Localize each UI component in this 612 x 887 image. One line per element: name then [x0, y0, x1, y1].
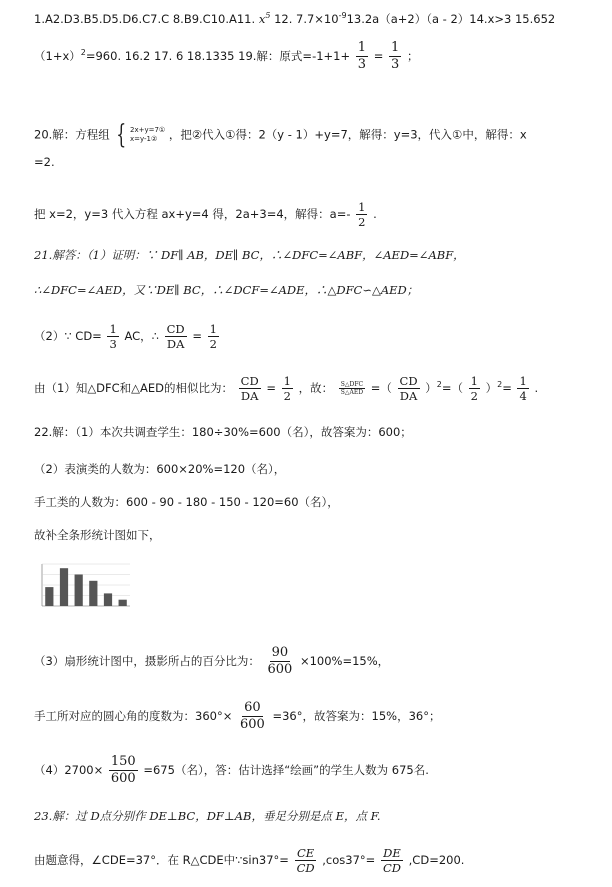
fraction: $\frac{CE}{CD}$: [296, 846, 315, 875]
fraction: $\frac{90}{600}$: [267, 645, 293, 677]
fraction: $\frac{CD}{DA}$: [166, 322, 185, 351]
line-18: 由题意得，∠CDE=37°．在 R△CDE中∵sin37°= $\frac{CE}{CD}$ ,cos37°= $\frac{DE}{CD}$ ,CD=200.: [34, 846, 465, 875]
line-10: 22.解：（1）本次共调查学生：180÷30%=600（名），故答案为：600；: [34, 425, 412, 439]
fraction: $\frac{1}{3}$: [109, 322, 117, 351]
fraction: $\frac{1}{2}$: [283, 374, 291, 403]
line-15: 手工所对应的圆心角的度数为：360°× $\frac{60}{600}$ =36°，故答案为：15%，36°；: [34, 700, 441, 732]
fraction: $\frac{DE}{CD}$: [382, 846, 401, 875]
line-4: =2.: [34, 155, 55, 169]
fraction: $\frac{60}{600}$: [240, 700, 265, 732]
line-6: 21.解答：（1）证明：∵ DF∥ AB，DE∥ BC，∴∠DFC=∠ABF，∠AED=∠ABF，: [34, 248, 465, 262]
fraction: $\frac{150}{600}$: [110, 754, 136, 786]
bar: [45, 587, 53, 606]
fraction: $\frac{CD}{DA}$: [399, 374, 418, 403]
line-5: 把 x=2，y=3 代入方程 ax+y=4 得，2a+3=4，解得：a=- $\frac{1}{2}$ .: [34, 200, 377, 229]
bar: [60, 568, 68, 606]
fraction: $\frac{1}{2}$: [209, 322, 217, 351]
bar: [119, 600, 127, 606]
fraction: $\frac{1}{4}$: [519, 374, 527, 403]
line-12: 手工类的人数为：600 - 90 - 180 - 150 - 120=60（名），: [34, 495, 339, 509]
line-1: 1.A2.D3.B5.D5.D6.C7.C 8.B9.C10.A11. $x^5$ 12. $7.7\times 10^{-9}13.2a(a+2)(a - 2)14.x>3$ 15.652: [34, 11, 556, 26]
fraction: $\frac{1}{2}$: [358, 200, 366, 229]
line-2: $(1+x)^2=960$. 16.2 17. 6 18.1335 19.解：原式=-1+1+ $\frac{1}{3}$ = $\frac{1}{3}$ ；: [34, 40, 419, 72]
term-x5: $x^5$: [258, 11, 271, 26]
fraction: $\frac{CD}{DA}$: [240, 374, 259, 403]
line-11: （2）表演类的人数为：600×20%=120（名），: [34, 462, 286, 476]
line-13: 故补全条形统计图如下，: [34, 528, 161, 542]
fraction: $\frac{1}{3}$: [357, 40, 367, 72]
bar: [75, 575, 83, 607]
line-16: （4）2700× $\frac{150}{600}$ =675（名），答：估计选择“绘画”的学生人数为 675名.: [34, 754, 429, 786]
line-17: 23.解：过 D点分别作 DE⊥BC，DF⊥AB，垂足分别是点 E，点 F.: [34, 809, 381, 823]
area-ratio-fraction: $\frac{\text{S△DFC}}{\text{S△AED}}$: [340, 381, 364, 396]
bar: [104, 593, 112, 606]
equation-system: { 2x+y=7① x=y-1②: [116, 120, 166, 150]
fraction: $\frac{1}{3}$: [391, 40, 400, 72]
line-14: （3）扇形统计图中，摄影所占的百分比为： $\frac{90}{600}$ ×100%=15%，: [34, 645, 390, 677]
line-9: 由（1）知△DFC和△AED的相似比为： $\frac{CD}{DA}$ = $\frac{1}{2}$ ，故： $\frac{\text{S△DFC}}{\text{S△AED}}$ =（ $\frac{CD}{DA}$ ）$^2$=（ $\frac{1}{2}$ ）$^2$= $\frac{1}{4}$ .: [34, 374, 539, 403]
fraction: $\frac{1}{2}$: [470, 374, 478, 403]
bar: [89, 581, 97, 606]
line-7: ∴∠DFC=∠AED，又∵DE∥ BC，∴∠DCF=∠ADE，∴△DFC∽△AED；: [34, 283, 419, 297]
line-3: 20.解：方程组 { 2x+y=7① x=y-1② ，把②代入①得：2（y - 1）+y=7，解得：y=3，代入①中，解得：x: [34, 120, 527, 150]
line-8: （2）∵ CD= $\frac{1}{3}$ AC，∴ $\frac{CD}{DA}$ = $\frac{1}{2}$: [34, 322, 217, 351]
bar-chart-thumbnail: [34, 560, 134, 616]
